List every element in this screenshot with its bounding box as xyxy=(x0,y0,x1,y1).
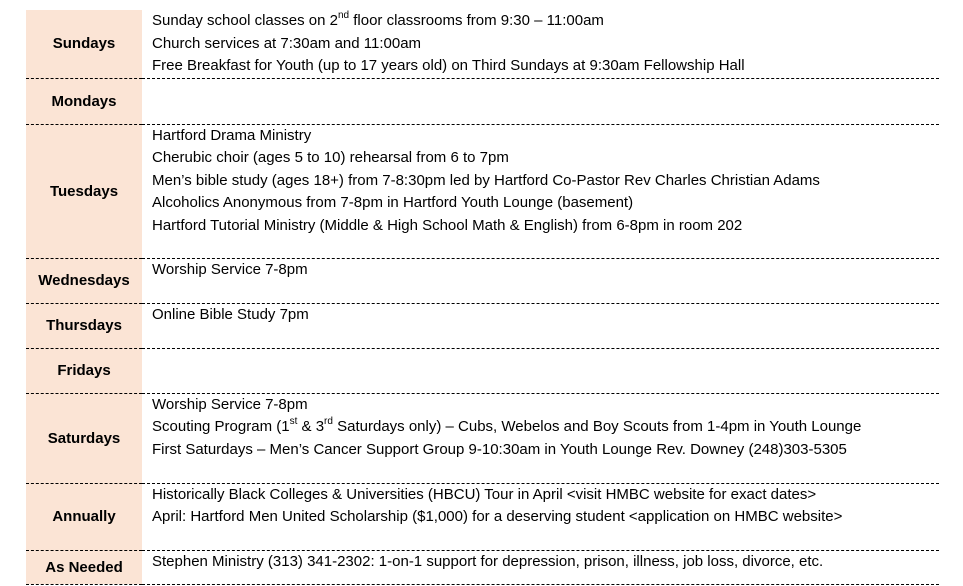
event-line xyxy=(152,439,939,462)
schedule-row xyxy=(26,303,939,348)
ordinal-suffix: nd xyxy=(337,10,350,21)
event-text: Sunday school classes on 2 xyxy=(152,12,338,29)
day-label: Fridays xyxy=(26,348,142,393)
day-events xyxy=(142,10,939,78)
event-text: Saturdays only) – Cubs, Webelos and Boy Scouts from 1-4pm in Youth Lounge xyxy=(332,418,862,435)
schedule-row xyxy=(26,258,939,303)
day-label: Thursdays xyxy=(26,303,142,348)
event-line xyxy=(152,304,939,327)
day-label: Mondays xyxy=(26,78,142,124)
event-text: Stephen Ministry (313) 341-2302: 1-on-1 support for depression, prison, illness, job loss, divorce, etc. xyxy=(152,552,824,570)
event-text: Men’s bible study (ages 18+) from 7-8:30pm led by Hartford Co-Pastor Rev Charles Christian Adams xyxy=(152,171,820,189)
event-line xyxy=(152,394,939,417)
schedule-row xyxy=(26,348,939,393)
event-text: Hartford Tutorial Ministry (Middle & High School Math & English) from 6-8pm in room 202 xyxy=(152,216,743,234)
weekly-schedule-table xyxy=(26,10,939,585)
event-text: Hartford Drama Ministry xyxy=(152,126,312,144)
event-text: Cherubic choir (ages 5 to 10) rehearsal from 6 to 7pm xyxy=(152,149,509,166)
schedule-row xyxy=(26,550,939,584)
day-label: Saturdays xyxy=(26,393,142,483)
event-line xyxy=(152,55,939,78)
ordinal-suffix: st xyxy=(289,416,298,427)
event-line xyxy=(152,170,939,193)
event-text: April: Hartford Men United Scholarship ($1,000) for a deserving student <application on HMBC website> xyxy=(152,508,843,525)
event-text: Free Breakfast for Youth (up to 17 years old) on Third Sundays at 9:30am Fellowship Hall xyxy=(152,57,745,74)
day-events xyxy=(142,550,939,584)
event-text: Alcoholics Anonymous from 7-8pm in Hartford Youth Lounge (basement) xyxy=(152,194,634,211)
day-events xyxy=(142,303,939,348)
event-text: & 3 xyxy=(297,418,325,435)
event-text: Online Bible Study 7pm xyxy=(152,305,309,323)
schedule-row xyxy=(26,124,939,258)
day-events xyxy=(142,483,939,550)
event-text: Worship Service 7-8pm xyxy=(152,260,308,278)
schedule-body xyxy=(26,10,939,584)
event-line xyxy=(152,259,939,282)
event-text: Historically Black Colleges & Universities (HBCU) Tour in April <visit HMBC website for exact dates> xyxy=(152,485,817,503)
day-label: Tuesdays xyxy=(26,124,142,258)
event-text: Church services at 7:30am and 11:00am xyxy=(152,34,422,52)
day-events xyxy=(142,258,939,303)
day-events xyxy=(142,348,939,393)
schedule-row xyxy=(26,10,939,78)
event-line xyxy=(152,484,939,507)
event-text: First Saturdays – Men’s Cancer Support Group 9-10:30am in Youth Lounge Rev. Downey (248)303-5305 xyxy=(152,440,847,458)
day-events xyxy=(142,78,939,124)
event-line xyxy=(152,33,939,56)
event-line xyxy=(152,125,939,148)
event-line xyxy=(152,215,939,238)
event-line xyxy=(152,551,939,574)
schedule-row xyxy=(26,393,939,483)
event-line xyxy=(152,10,939,33)
day-label: Annually xyxy=(26,483,142,550)
event-text: Worship Service 7-8pm xyxy=(152,395,308,413)
event-line xyxy=(152,192,939,215)
day-label: Sundays xyxy=(26,10,142,78)
event-text: floor classrooms from 9:30 – 11:00am xyxy=(349,12,604,29)
ordinal-suffix: rd xyxy=(324,416,333,427)
schedule-row xyxy=(26,483,939,550)
event-line xyxy=(152,147,939,170)
day-label: As Needed xyxy=(26,550,142,584)
event-text: Scouting Program (1 xyxy=(152,418,290,435)
day-label: Wednesdays xyxy=(26,258,142,303)
day-events xyxy=(142,124,939,258)
day-events xyxy=(142,393,939,483)
schedule-row xyxy=(26,78,939,124)
event-line xyxy=(152,416,939,439)
event-line xyxy=(152,506,939,529)
